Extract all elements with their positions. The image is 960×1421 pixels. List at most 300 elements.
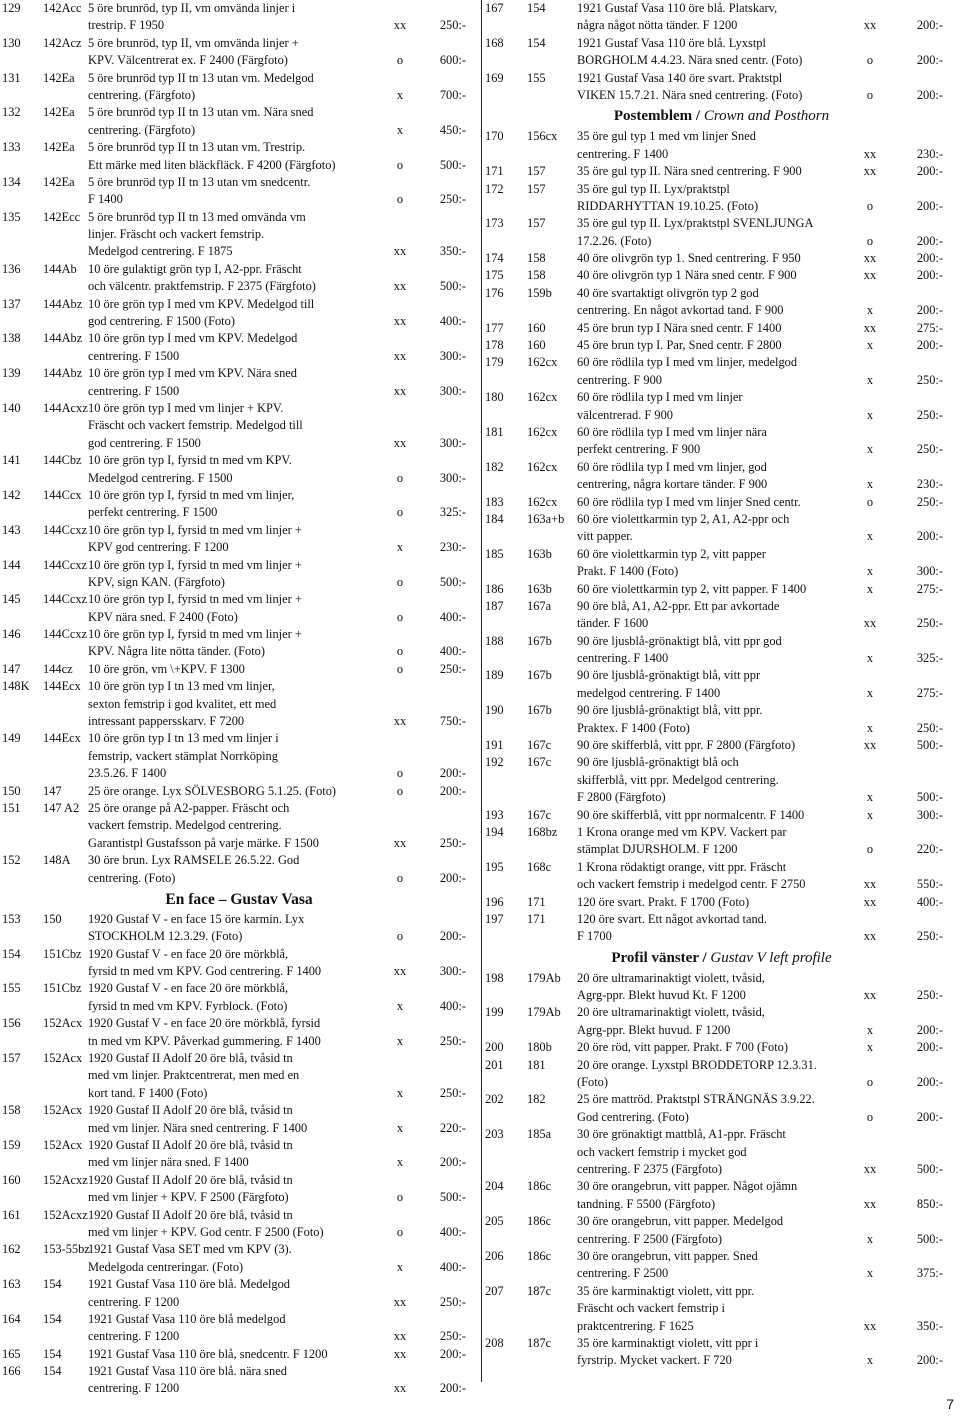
catalogue-number: 163b xyxy=(527,581,552,596)
lot-line xyxy=(0,998,478,1015)
lot-line xyxy=(483,1039,960,1056)
lot-description: god centrering. F 1500 xyxy=(88,435,201,450)
lot-number: 140 xyxy=(2,400,21,415)
lot-entry xyxy=(483,181,960,216)
lot-description: STOCKHOLM 12.3.29. (Foto) xyxy=(88,929,243,944)
lot-description: centrering. F 1200 xyxy=(88,1329,180,1344)
condition-grade: xx xyxy=(863,1162,877,1176)
lot-line xyxy=(483,702,960,719)
lot-description: 1921 Gustaf Vasa 110 öre blå. Lyxstpl xyxy=(577,35,766,50)
lot-line xyxy=(483,546,960,563)
starting-price: 230:- xyxy=(916,146,943,161)
lot-description: med vm linjer. Praktcentrerat, men med en xyxy=(88,1068,300,1083)
condition-grade: xx xyxy=(863,1318,877,1333)
lot-line xyxy=(483,667,960,684)
lot-entry xyxy=(0,35,478,70)
catalogue-number: 168c xyxy=(527,859,552,874)
lot-number: 159 xyxy=(2,1138,21,1152)
starting-price: 300:- xyxy=(439,348,466,363)
lot-line xyxy=(483,407,960,424)
lot-line xyxy=(0,1328,478,1345)
lot-description: 20 öre orange. Lyxstpl BRODDETORP 12.3.31. xyxy=(577,1057,817,1072)
lot-number: 164 xyxy=(2,1311,21,1326)
lot-line xyxy=(483,1318,960,1335)
lot-description: 10 öre grön typ I med vm KPV. Nära sned xyxy=(88,366,297,381)
starting-price: 500:- xyxy=(916,1162,943,1176)
catalogue-number: 147 xyxy=(43,783,62,798)
starting-price: 350:- xyxy=(439,244,466,259)
lot-description: 60 öre violettkarmin typ 2, vitt papper xyxy=(577,546,766,561)
lot-line xyxy=(0,748,478,765)
lot-entry xyxy=(0,1015,478,1050)
lot-description: 40 öre olivgrön typ 1. Sned centrering. F 950 xyxy=(577,251,801,266)
lot-line xyxy=(0,609,478,626)
lot-description: 60 öre rödlila typ I med vm linjer, god xyxy=(577,459,767,474)
condition-grade: xx xyxy=(393,1329,407,1344)
condition-grade: x xyxy=(396,1120,404,1135)
lot-line xyxy=(0,1224,478,1241)
lot-line xyxy=(483,911,960,928)
starting-price: 250:- xyxy=(439,1329,466,1344)
starting-price: 275:- xyxy=(916,320,943,335)
lot-description: 90 öre ljusblå-grönaktigt blå, vitt ppr xyxy=(577,668,761,683)
lot-description: 35 öre gul typ II. Lyx/praktstpl SVENLJUNGA xyxy=(577,216,814,231)
starting-price: 250:- xyxy=(439,661,466,676)
starting-price: 500:- xyxy=(916,790,943,805)
lot-description: med vm linjer + KPV. F 2500 (Färgfoto) xyxy=(88,1190,289,1205)
lot-line xyxy=(0,261,478,278)
lot-number: 205 xyxy=(485,1214,504,1229)
lot-entry xyxy=(483,1178,960,1213)
condition-grade: x xyxy=(866,1266,874,1281)
condition-grade: x xyxy=(866,529,874,544)
lot-line xyxy=(483,720,960,737)
catalogue-number: 152Acxz xyxy=(43,1172,88,1187)
lot-description: 120 öre svart. Ett något avkortad tand. xyxy=(577,911,767,926)
lot-description: 23.5.26. F 1400 xyxy=(88,766,167,781)
lot-line xyxy=(483,581,960,598)
lot-line xyxy=(0,1241,478,1258)
starting-price: 200:- xyxy=(916,529,943,544)
lot-description: praktcentrering. F 1625 xyxy=(577,1318,694,1333)
condition-grade: o xyxy=(866,87,874,102)
condition-grade: x xyxy=(866,1231,874,1246)
lot-line xyxy=(0,313,478,330)
lot-description: 35 öre gul typ 1 med vm linjer Sned xyxy=(577,129,756,144)
lot-description: 1 Krona orange med vm KPV. Vackert par xyxy=(577,824,787,839)
lot-line xyxy=(0,1085,478,1102)
starting-price: 200:- xyxy=(916,1040,943,1055)
starting-price: 400:- xyxy=(439,314,466,329)
lot-line xyxy=(0,539,478,556)
lot-entry xyxy=(483,337,960,354)
lot-description: 1920 Gustaf II Adolf 20 öre blå, tvåsid tn xyxy=(88,1172,293,1187)
condition-grade: o xyxy=(866,53,874,68)
lot-description: 10 öre grön typ I, fyrsid tn med vm linjer + xyxy=(88,557,302,572)
lot-description: Medelgod centrering. F 1500 xyxy=(88,470,233,485)
lot-description: 10 öre grön typ I, fyrsid tn med vm KPV. xyxy=(88,453,292,468)
lot-description: 1920 Gustaf V - en face 20 öre mörkblå, xyxy=(88,946,289,961)
lot-description: 90 öre skifferblå, vitt ppr. F 2800 (Färgfoto) xyxy=(577,738,796,753)
catalogue-number: 144Ecx xyxy=(43,731,81,746)
lot-line xyxy=(483,1126,960,1143)
condition-grade: xx xyxy=(393,1381,407,1396)
condition-grade: x xyxy=(396,540,404,555)
starting-price: 250:- xyxy=(916,494,943,509)
lot-line xyxy=(0,1154,478,1171)
lot-description: fyrsid tn med vm KPV. Fyrblock. (Foto) xyxy=(88,998,288,1013)
condition-grade: x xyxy=(866,372,874,387)
starting-price: 400:- xyxy=(439,644,466,659)
lot-entry xyxy=(0,1207,478,1242)
lot-line xyxy=(0,1363,478,1380)
lot-number: 168 xyxy=(485,35,504,50)
starting-price: 250:- xyxy=(916,442,943,457)
lot-description: tn med vm KPV. Påverkad gummering. F 1400 xyxy=(88,1033,321,1048)
lot-number: 202 xyxy=(485,1092,504,1107)
catalogue-number: 162cx xyxy=(527,390,558,405)
lot-description: 30 öre grönaktigt mattblå, A1-ppr. Fräscht xyxy=(577,1127,786,1142)
condition-grade: x xyxy=(396,87,404,102)
lot-entry xyxy=(483,737,960,754)
lot-line xyxy=(0,487,478,504)
catalogue-number: 144cz xyxy=(43,661,73,676)
lot-number: 208 xyxy=(485,1335,504,1350)
lot-entry xyxy=(483,754,960,806)
starting-price: 200:- xyxy=(916,1353,943,1368)
lot-entry xyxy=(0,557,478,592)
lot-number: 155 xyxy=(2,981,21,996)
lot-description: perfekt centrering. F 900 xyxy=(577,442,701,457)
catalogue-number: 171 xyxy=(527,894,546,909)
lot-entry xyxy=(483,1039,960,1056)
starting-price: 500:- xyxy=(439,157,466,172)
condition-grade: o xyxy=(396,644,404,659)
section-heading xyxy=(483,104,960,128)
section-heading-english: Crown and Posthorn xyxy=(703,108,830,125)
lot-entry xyxy=(0,487,478,522)
lot-description: 120 öre svart. Prakt. F 1700 (Foto) xyxy=(577,894,750,909)
right-column xyxy=(483,0,960,1370)
lot-line xyxy=(0,1172,478,1189)
lot-line xyxy=(0,435,478,452)
lot-description: med vm linjer. Nära sned centrering. F 1400 xyxy=(88,1120,308,1135)
catalogue-number: 152Acxz xyxy=(43,1207,88,1222)
lot-description: fyrstrip. Mycket vackert. F 720 xyxy=(577,1353,732,1368)
lot-description: 1920 Gustaf II Adolf 20 öre blå, tvåsid tn xyxy=(88,1051,293,1066)
lot-entry xyxy=(0,1311,478,1346)
starting-price: 325:- xyxy=(916,651,943,666)
lot-description: 10 öre grön typ I tn 13 med vm linjer i xyxy=(88,731,279,746)
condition-grade: o xyxy=(396,783,404,798)
lot-number: 150 xyxy=(2,783,21,798)
lot-number: 200 xyxy=(485,1040,504,1055)
lot-line xyxy=(483,372,960,389)
lot-line xyxy=(483,1144,960,1161)
lot-line xyxy=(483,1004,960,1021)
lot-line xyxy=(0,157,478,174)
starting-price: 375:- xyxy=(916,1266,943,1281)
lot-number: 133 xyxy=(2,140,21,155)
lot-line xyxy=(0,1050,478,1067)
lot-number: 193 xyxy=(485,807,504,822)
lot-description: centrering. F 1500 xyxy=(88,383,180,398)
catalogue-number: 147 A2 xyxy=(43,800,80,815)
lot-entry xyxy=(483,598,960,633)
starting-price: 200:- xyxy=(916,1075,943,1090)
starting-price: 200:- xyxy=(439,929,466,944)
lot-line xyxy=(483,1248,960,1265)
lot-line xyxy=(0,348,478,365)
lot-description: 30 öre orangebrun, vitt papper. Medelgod xyxy=(577,1214,784,1229)
lot-line xyxy=(483,215,960,232)
lot-entry xyxy=(483,1126,960,1178)
starting-price: 250:- xyxy=(916,372,943,387)
lot-description: 10 öre grön typ I tn 13 med vm linjer, xyxy=(88,679,275,694)
lot-line xyxy=(0,70,478,87)
lot-description: 45 öre brun typ I Nära sned centr. F 1400 xyxy=(577,320,782,335)
lot-number: 136 xyxy=(2,261,21,276)
lot-line xyxy=(483,476,960,493)
lot-line xyxy=(483,563,960,580)
lot-entry xyxy=(0,330,478,365)
catalogue-number: 155 xyxy=(527,70,546,85)
starting-price: 850:- xyxy=(916,1196,943,1211)
lot-number: 130 xyxy=(2,35,21,50)
catalogue-number: 154 xyxy=(43,1277,62,1292)
lot-line xyxy=(483,1161,960,1178)
lot-line xyxy=(483,389,960,406)
lot-entry xyxy=(0,0,478,35)
lot-line xyxy=(483,1283,960,1300)
lot-entry xyxy=(483,894,960,911)
lot-line xyxy=(483,250,960,267)
starting-price: 200:- xyxy=(916,164,943,179)
catalogue-number: 154 xyxy=(527,35,546,50)
lot-entry xyxy=(483,1091,960,1126)
lot-entry xyxy=(483,546,960,581)
lot-entry xyxy=(483,1335,960,1370)
lot-description: Prakt. F 1400 (Foto) xyxy=(577,564,679,579)
condition-grade: x xyxy=(866,477,874,492)
lot-line xyxy=(0,696,478,713)
left-column xyxy=(0,0,478,1398)
starting-price: 400:- xyxy=(439,1224,466,1239)
lot-line xyxy=(0,35,478,52)
lot-description: centrering. (Färgfoto) xyxy=(88,87,196,102)
starting-price: 400:- xyxy=(439,1259,466,1274)
condition-grade: xx xyxy=(863,146,877,161)
lot-description: 1920 Gustaf V - en face 15 öre karmin. Lyx xyxy=(88,911,305,926)
lot-entry xyxy=(0,104,478,139)
lot-description: 17.2.26. (Foto) xyxy=(577,233,652,248)
lot-description: 25 öre orange. Lyx SÖLVESBORG 5.1.25. (Foto) xyxy=(88,783,337,798)
lot-description: 35 öre gul typ II. Nära sned centrering. F 900 xyxy=(577,164,802,179)
lot-description: 40 öre olivgrön typ 1 Nära sned centr. F 900 xyxy=(577,268,797,283)
lot-number: 160 xyxy=(2,1172,21,1187)
catalogue-number: 144Abz xyxy=(43,366,83,381)
starting-price: 200:- xyxy=(439,1381,466,1396)
lot-number: 201 xyxy=(485,1057,504,1072)
lot-description: God centrering. (Foto) xyxy=(577,1109,689,1124)
lot-line xyxy=(483,1265,960,1282)
lot-number: 154 xyxy=(2,946,21,961)
condition-grade: xx xyxy=(863,894,877,909)
condition-grade: o xyxy=(396,157,404,172)
condition-grade: o xyxy=(866,1075,874,1090)
condition-grade: xx xyxy=(393,1346,407,1361)
lot-line xyxy=(0,365,478,382)
lot-description: 10 öre gulaktigt grön typ I, A2-ppr. Fräscht xyxy=(88,261,302,276)
lot-number: 166 xyxy=(2,1364,21,1379)
starting-price: 250:- xyxy=(439,835,466,850)
lot-description: välcentrerad. F 900 xyxy=(577,407,673,422)
lot-entry xyxy=(0,1346,478,1363)
lot-description: 1921 Gustaf Vasa SET med vm KPV (3). xyxy=(88,1242,292,1257)
lot-line xyxy=(0,504,478,521)
lot-description: 1920 Gustaf II Adolf 20 öre blå, tvåsid tn xyxy=(88,1138,293,1152)
lot-entry xyxy=(0,452,478,487)
condition-grade: xx xyxy=(863,988,877,1003)
lot-description: Fräscht och vackert femstrip. Medelgod till xyxy=(88,418,303,433)
catalogue-number: 163a+b xyxy=(527,511,565,526)
lot-number: 178 xyxy=(485,338,504,353)
condition-grade: x xyxy=(866,581,874,596)
catalogue-number: 144Ccx xyxy=(43,487,82,502)
lot-line xyxy=(0,400,478,417)
lot-description: 45 öre brun typ I. Par, Sned centr. F 2800 xyxy=(577,338,782,353)
lot-line xyxy=(483,1196,960,1213)
lot-line xyxy=(483,650,960,667)
lot-number: 171 xyxy=(485,164,504,179)
lot-line xyxy=(0,730,478,747)
lot-entry xyxy=(0,296,478,331)
lot-entry xyxy=(483,35,960,70)
lot-number: 151 xyxy=(2,800,21,815)
lot-line xyxy=(0,1207,478,1224)
starting-price: 350:- xyxy=(916,1318,943,1333)
lot-number: 143 xyxy=(2,522,21,537)
lot-line xyxy=(0,122,478,139)
lot-line xyxy=(0,17,478,34)
condition-grade: o xyxy=(396,609,404,624)
lot-description: 10 öre grön typ I, fyrsid tn med vm linjer, xyxy=(88,487,295,502)
lot-description: centrering. F 1500 xyxy=(88,348,180,363)
lot-line xyxy=(0,383,478,400)
column-divider xyxy=(481,0,482,1382)
lot-line xyxy=(483,441,960,458)
catalogue-number: 154 xyxy=(43,1364,62,1379)
lot-description: KPV god centrering. F 1200 xyxy=(88,540,229,555)
lot-description: BORGHOLM 4.4.23. Nära sned centr. (Foto) xyxy=(577,53,803,68)
lot-description: 10 öre grön typ I med vm linjer + KPV. xyxy=(88,400,284,415)
lot-description: intressant pappersskarv. F 7200 xyxy=(88,714,245,729)
lot-entry xyxy=(483,459,960,494)
lot-number: 137 xyxy=(2,296,21,311)
lot-entry xyxy=(483,70,960,105)
lot-description: (Foto) xyxy=(577,1075,608,1090)
lot-line xyxy=(0,870,478,887)
catalogue-number: 163b xyxy=(527,546,552,561)
starting-price: 500:- xyxy=(439,279,466,294)
condition-grade: xx xyxy=(863,738,877,753)
lot-description: sexton femstrip i god kvalitet, ett med xyxy=(88,696,277,711)
starting-price: 750:- xyxy=(439,714,466,729)
condition-grade: o xyxy=(396,766,404,781)
condition-grade: x xyxy=(396,1155,404,1170)
lot-line xyxy=(0,1311,478,1328)
lot-entry xyxy=(0,174,478,209)
lot-number: 188 xyxy=(485,633,504,648)
condition-grade: xx xyxy=(393,279,407,294)
condition-grade: x xyxy=(396,998,404,1013)
condition-grade: o xyxy=(396,470,404,485)
catalogue-number: 157 xyxy=(527,216,546,231)
section-heading xyxy=(483,946,960,970)
starting-price: 275:- xyxy=(916,581,943,596)
catalogue-number: 144Abz xyxy=(43,296,83,311)
lot-line xyxy=(483,1335,960,1352)
lot-line xyxy=(483,285,960,302)
lot-description: centrering. (Foto) xyxy=(88,870,176,885)
lot-description: 5 öre brunröd typ II tn 13 utan vm. Medelgod xyxy=(88,70,314,85)
lot-line xyxy=(483,1057,960,1074)
lot-line xyxy=(483,1178,960,1195)
lot-line xyxy=(0,87,478,104)
lot-line xyxy=(0,643,478,660)
catalogue-number: 162cx xyxy=(527,494,558,509)
lot-line xyxy=(483,17,960,34)
lot-entry xyxy=(483,285,960,320)
lot-line xyxy=(483,337,960,354)
starting-price: 250:- xyxy=(439,1085,466,1100)
catalogue-number: 144Ccxz xyxy=(43,592,88,607)
lot-line xyxy=(483,970,960,987)
lot-entry xyxy=(483,267,960,284)
lot-description: centrering. F 1200 xyxy=(88,1294,180,1309)
lot-entry xyxy=(483,250,960,267)
lot-description: perfekt centrering. F 1500 xyxy=(88,505,218,520)
lot-line xyxy=(483,146,960,163)
lot-description: 20 öre röd, vitt papper. Prakt. F 700 (Foto) xyxy=(577,1040,788,1055)
lot-line xyxy=(0,1015,478,1032)
catalogue-number: 158 xyxy=(527,268,546,283)
lot-number: 192 xyxy=(485,755,504,770)
catalogue-number: 167c xyxy=(527,738,552,753)
lot-line xyxy=(483,267,960,284)
lot-line xyxy=(483,1074,960,1091)
lot-line xyxy=(483,1091,960,1108)
lot-line xyxy=(0,817,478,834)
lot-number: 184 xyxy=(485,511,504,526)
lot-line xyxy=(0,678,478,695)
lot-number: 179 xyxy=(485,355,504,370)
lot-line xyxy=(0,765,478,782)
lot-entry xyxy=(0,980,478,1015)
lot-number: 132 xyxy=(2,105,21,120)
lot-description: linjer. Fräscht och vackert femstrip. xyxy=(88,227,265,242)
lot-description: Agrg-ppr. Blekt huvud. F 1200 xyxy=(577,1022,731,1037)
lot-number: 187 xyxy=(485,598,504,613)
lot-description: 60 öre rödlila typ I med vm linjer, medelgod xyxy=(577,355,798,370)
catalogue-number: 144Abz xyxy=(43,331,83,346)
lot-description: 60 öre rödlila typ I med vm linjer xyxy=(577,390,743,405)
starting-price: 200:- xyxy=(916,18,943,33)
starting-price: 200:- xyxy=(916,338,943,353)
lot-line xyxy=(0,980,478,997)
lot-description: 10 öre grön typ I med vm KPV. Medelgod till xyxy=(88,296,315,311)
catalogue-number: 153-55bz xyxy=(43,1242,90,1257)
